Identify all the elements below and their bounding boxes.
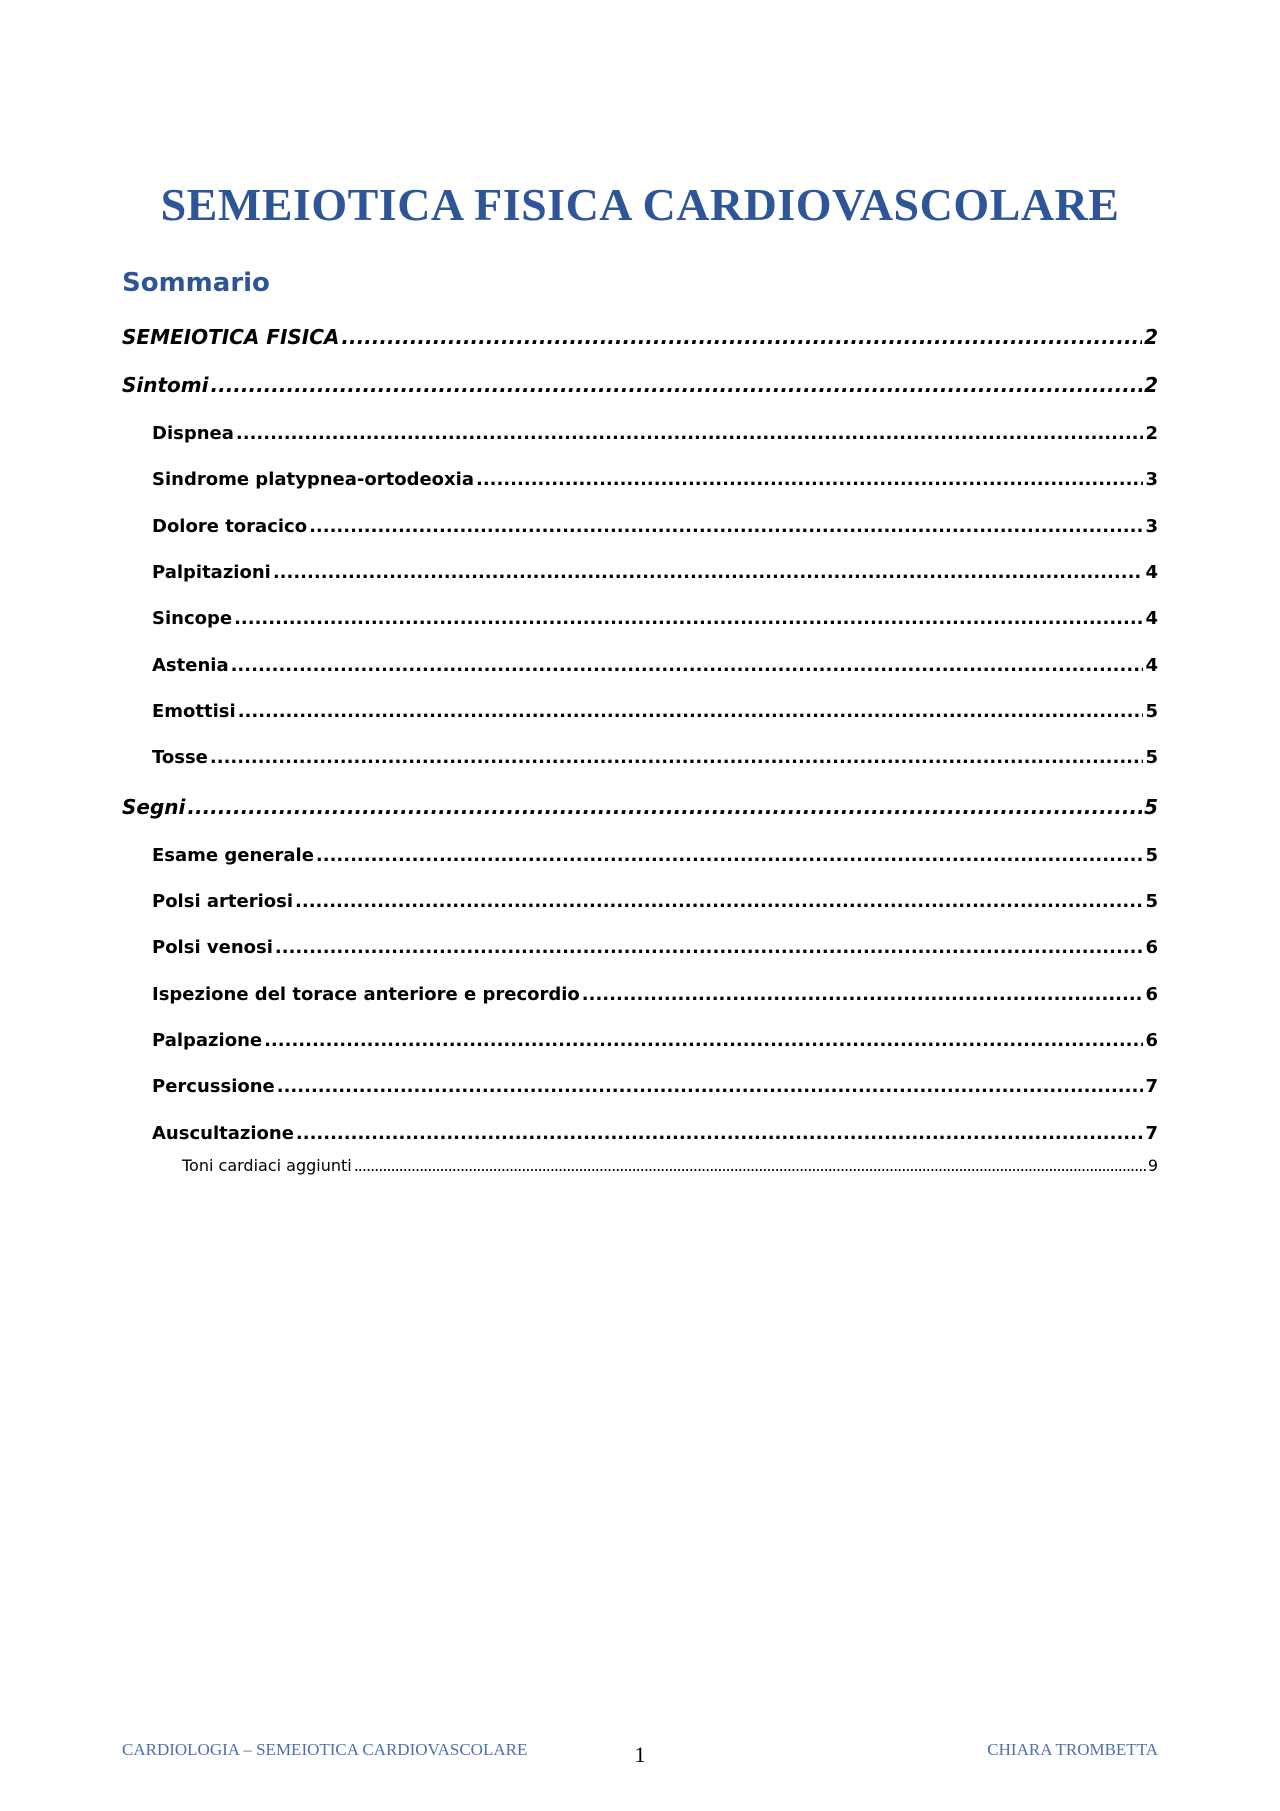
toc-entry-label: Sindrome platypnea-ortodeoxia bbox=[152, 469, 474, 490]
toc-entry-dolore-toracico[interactable] bbox=[122, 516, 1158, 537]
toc-entry-page: 5 bbox=[1144, 795, 1158, 819]
toc-entry-percussione[interactable] bbox=[122, 1076, 1158, 1097]
toc-entry-dispnea[interactable] bbox=[122, 423, 1158, 444]
toc-entry-polsi-arteriosi[interactable] bbox=[122, 891, 1158, 912]
toc-entry-page: 4 bbox=[1145, 655, 1158, 676]
toc-entry-label: Segni bbox=[122, 795, 186, 819]
toc-entry-page: 9 bbox=[1147, 1156, 1158, 1175]
toc-entry-label: Palpitazioni bbox=[152, 562, 271, 583]
toc-entry-page: 2 bbox=[1144, 373, 1158, 397]
toc-entry-label: Polsi venosi bbox=[152, 937, 273, 958]
toc-entry-esame-generale[interactable] bbox=[122, 845, 1158, 866]
toc-entry-palpitazioni[interactable] bbox=[122, 562, 1158, 583]
toc-leader bbox=[211, 373, 1143, 397]
toc-entry-semeiotica-fisica[interactable] bbox=[122, 325, 1158, 349]
toc-leader bbox=[231, 655, 1144, 676]
toc-entry-page: 2 bbox=[1145, 423, 1158, 444]
toc-entry-page: 5 bbox=[1145, 701, 1158, 722]
toc-entry-page: 3 bbox=[1145, 516, 1158, 537]
toc-entry-sincope[interactable] bbox=[122, 608, 1158, 629]
toc-entry-page: 2 bbox=[1144, 325, 1158, 349]
toc-entry-label: Polsi arteriosi bbox=[152, 891, 294, 912]
toc-leader bbox=[277, 1076, 1144, 1097]
toc-entry-ispezione-torace[interactable] bbox=[122, 984, 1158, 1005]
toc-leader bbox=[341, 325, 1142, 349]
toc-entry-label: Auscultazione bbox=[152, 1123, 294, 1144]
toc-leader bbox=[309, 516, 1143, 537]
footer-author: CHIARA TROMBETTA bbox=[987, 1740, 1158, 1759]
toc-entry-label: Sincope bbox=[152, 608, 233, 629]
toc-entry-label: Ispezione del torace anteriore e precordio bbox=[152, 984, 580, 1005]
toc-heading: Sommario bbox=[122, 268, 270, 298]
toc-leader bbox=[273, 562, 1144, 583]
toc-entry-label: Astenia bbox=[152, 655, 229, 676]
toc-leader bbox=[354, 1156, 1146, 1175]
toc-entry-label: Toni cardiaci aggiunti bbox=[182, 1156, 352, 1175]
toc-leader bbox=[275, 937, 1144, 958]
toc-entry-label: Percussione bbox=[152, 1076, 275, 1097]
footer-page-number: 1 bbox=[634, 1742, 646, 1767]
toc-entry-page: 5 bbox=[1145, 845, 1158, 866]
toc-entry-label: Tosse bbox=[152, 747, 208, 768]
toc-entry-page: 4 bbox=[1145, 562, 1158, 583]
toc-entry-palpazione[interactable] bbox=[122, 1030, 1158, 1051]
toc-entry-label: Sintomi bbox=[122, 373, 209, 397]
toc-entry-page: 5 bbox=[1145, 891, 1158, 912]
toc-entry-page: 6 bbox=[1145, 984, 1158, 1005]
toc-leader bbox=[234, 608, 1143, 629]
toc-entry-page: 4 bbox=[1145, 608, 1158, 629]
toc-entry-toni-cardiaci[interactable] bbox=[122, 1156, 1158, 1175]
document-title: SEMEIOTICA FISICA CARDIOVASCOLARE bbox=[160, 179, 1120, 230]
toc-entry-astenia[interactable] bbox=[122, 655, 1158, 676]
toc-entry-sintomi[interactable] bbox=[122, 373, 1158, 397]
toc-entry-segni[interactable] bbox=[122, 795, 1158, 819]
toc-leader bbox=[296, 1123, 1144, 1144]
toc-leader bbox=[238, 701, 1144, 722]
toc-entry-auscultazione[interactable] bbox=[122, 1123, 1158, 1144]
toc-entry-page: 5 bbox=[1145, 747, 1158, 768]
toc-entry-page: 7 bbox=[1145, 1076, 1158, 1097]
toc-entry-page: 6 bbox=[1145, 1030, 1158, 1051]
footer-course-title: CARDIOLOGIA – SEMEIOTICA CARDIOVASCOLARE bbox=[122, 1740, 528, 1759]
toc-entry-page: 6 bbox=[1145, 937, 1158, 958]
toc-entry-label: Dolore toracico bbox=[152, 516, 308, 537]
toc-entry-tosse[interactable] bbox=[122, 747, 1158, 768]
toc-entry-page: 7 bbox=[1145, 1123, 1158, 1144]
toc-leader bbox=[187, 795, 1142, 819]
toc-entry-sindrome-platypnea[interactable] bbox=[122, 469, 1158, 490]
toc-entry-emottisi[interactable] bbox=[122, 701, 1158, 722]
toc-entry-label: Esame generale bbox=[152, 845, 314, 866]
toc-entry-label: SEMEIOTICA FISICA bbox=[122, 325, 340, 349]
toc-entry-polsi-venosi[interactable] bbox=[122, 937, 1158, 958]
toc-leader bbox=[210, 747, 1144, 768]
toc-leader bbox=[264, 1030, 1143, 1051]
toc-entry-label: Emottisi bbox=[152, 701, 236, 722]
toc-leader bbox=[476, 469, 1143, 490]
toc-entry-label: Palpazione bbox=[152, 1030, 263, 1051]
toc-leader bbox=[582, 984, 1144, 1005]
toc-entry-label: Dispnea bbox=[152, 423, 234, 444]
toc-entry-page: 3 bbox=[1145, 469, 1158, 490]
toc-leader bbox=[316, 845, 1144, 866]
toc-leader bbox=[295, 891, 1143, 912]
toc-leader bbox=[236, 423, 1144, 444]
